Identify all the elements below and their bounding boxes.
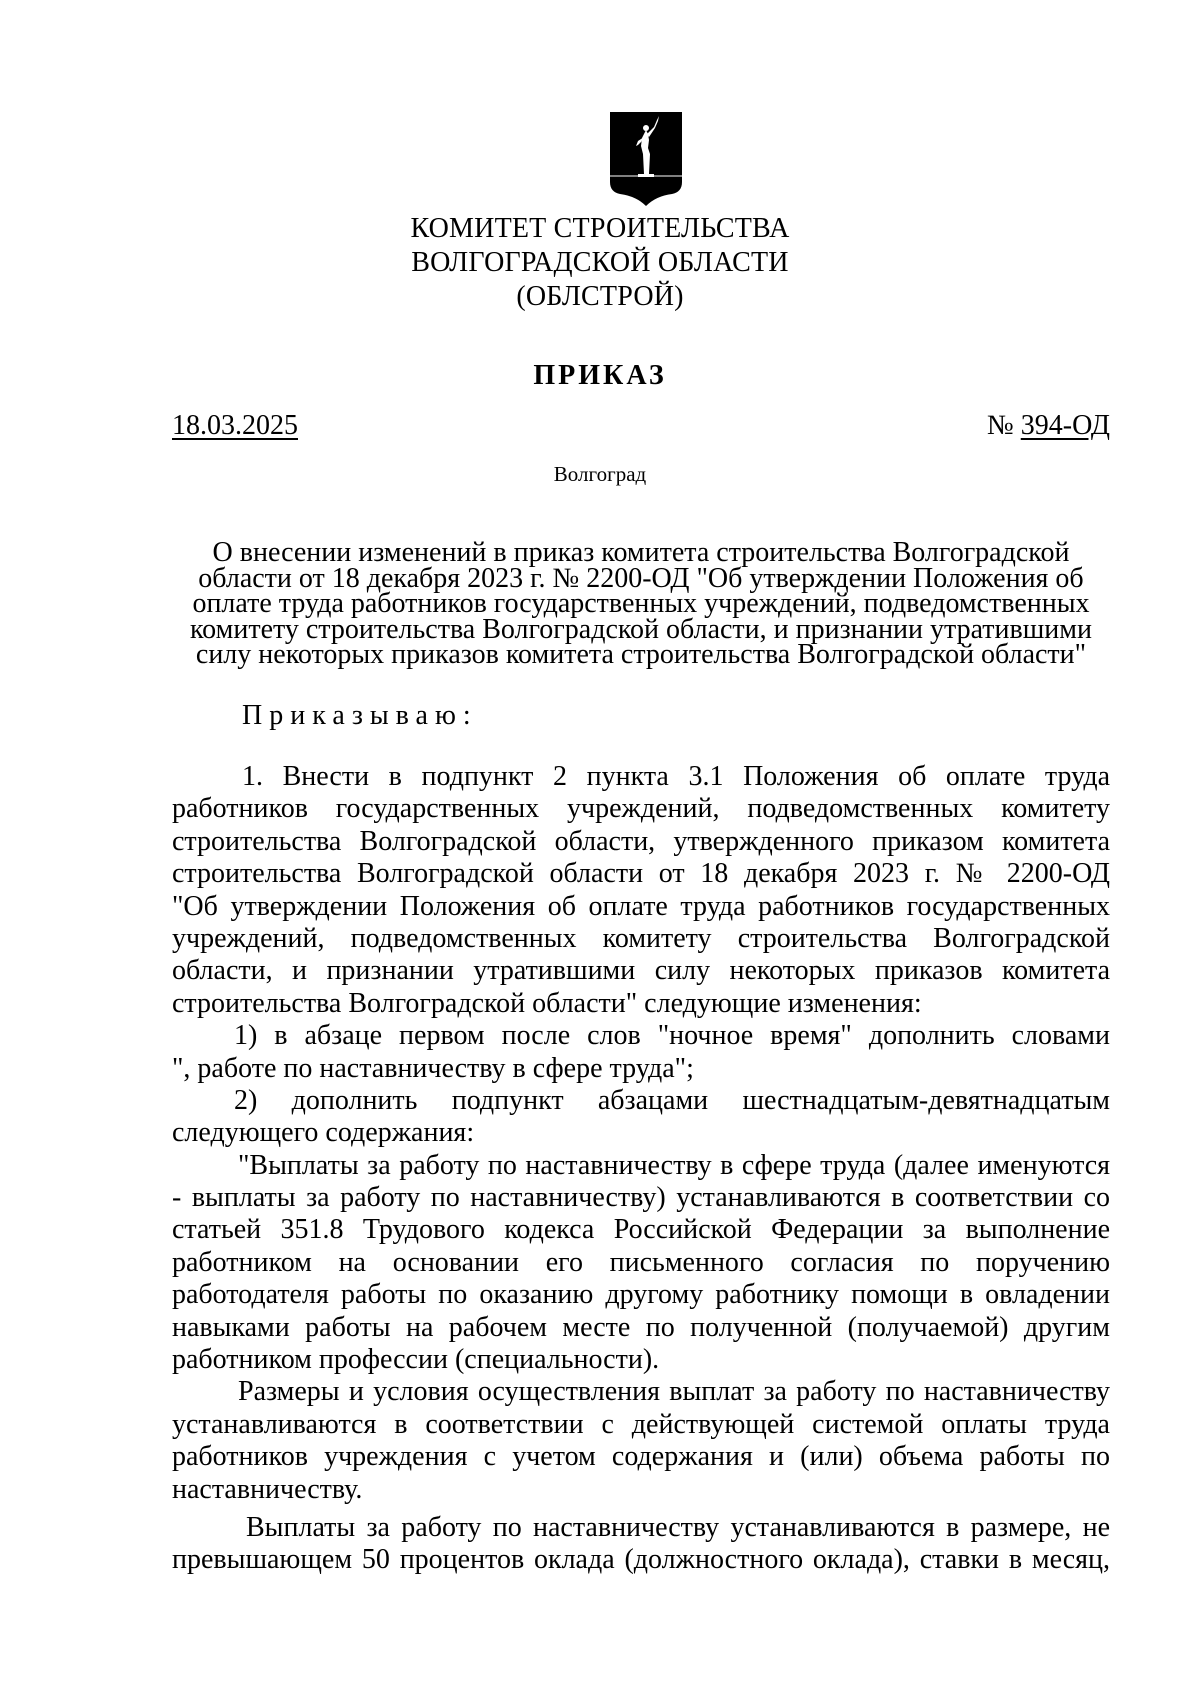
- body-line: Размеры и условия осуществления выплат за работу по наставничеству: [238, 1376, 1110, 1408]
- body-line: ", работе по наставничеству в сфере труда";: [172, 1052, 694, 1084]
- document-title: ПРИКАЗ: [533, 360, 667, 391]
- body-line: работником профессии (специальности).: [172, 1344, 660, 1376]
- order-number-value: 394-ОД: [1020, 410, 1110, 441]
- body-line: строительства Волгоградской области, утвержденного приказом комитета: [172, 825, 1110, 857]
- body-line: - выплаты за работу по наставничеству) устанавливаются в соответствии со: [172, 1182, 1110, 1214]
- volgograd-coat-of-arms-icon: [608, 110, 684, 208]
- body-line: работников учреждения с учетом содержания и (или) объема работы по: [172, 1441, 1110, 1473]
- organization-name-line: (ОБЛСТРОЙ): [516, 281, 684, 312]
- body-line: устанавливаются в соответствии с действующей системой оплаты труда: [172, 1408, 1110, 1440]
- body-line: 1) в абзаце первом после слов "ночное время" дополнить словами: [234, 1020, 1110, 1052]
- body-line: 2) дополнить подпункт абзацами шестнадцатым-девятнадцатым: [234, 1084, 1110, 1116]
- order-date: 18.03.2025: [172, 410, 298, 441]
- body-line: 1. Внести в подпункт 2 пункта 3.1 Положения об оплате труда: [242, 761, 1110, 792]
- body-line: "Об утверждении Положения об оплате труда работников государственных: [172, 890, 1110, 922]
- body-line: строительства Волгоградской области" следующие изменения:: [172, 987, 922, 1019]
- city-name: Волгоград: [553, 462, 647, 486]
- body-line: наставничеству.: [172, 1473, 363, 1505]
- order-number-prefix: №: [987, 410, 1014, 441]
- order-body: [172, 761, 1110, 1577]
- order-directive-word: Приказываю:: [242, 700, 478, 731]
- body-line: "Выплаты за работу по наставничеству в сфере труда (далее именуются: [238, 1149, 1110, 1181]
- body-line: работником на основании его письменного согласия по поручению: [172, 1246, 1110, 1278]
- body-line: области, и признании утратившими силу некоторых приказов комитета: [172, 955, 1110, 987]
- body-line: строительства Волгоградской области от 18 декабря 2023 г. № 2200-ОД: [172, 858, 1110, 890]
- subject-line: О внесении изменений в приказ комитета строительства Волгоградской: [212, 537, 1070, 568]
- subject-line: области от 18 декабря 2023 г. № 2200-ОД "Об утверждении Положения об: [198, 562, 1084, 594]
- body-line: работников государственных учреждений, подведомственных комитету: [172, 793, 1110, 825]
- body-line: учреждений, подведомственных комитету строительства Волгоградской: [172, 922, 1110, 954]
- body-line: работодателя работы по оказанию другому работнику помощи в овладении: [172, 1279, 1110, 1311]
- body-line: навыками работы на рабочем месте по полученной (получаемой) другим: [172, 1311, 1110, 1343]
- order-number: [987, 410, 1110, 442]
- body-line: превышающем 50 процентов оклада (должностного оклада), ставки в месяц,: [172, 1544, 1110, 1576]
- body-line: статьей 351.8 Трудового кодекса Российской Федерации за выполнение: [172, 1214, 1110, 1246]
- subject-line: комитету строительства Волгоградской области, и признании утратившими: [190, 613, 1092, 645]
- organization-name-line: ВОЛГОГРАДСКОЙ ОБЛАСТИ: [411, 247, 789, 278]
- organization-name: [0, 212, 1200, 314]
- organization-name-line: КОМИТЕТ СТРОИТЕЛЬСТВА: [410, 213, 790, 244]
- order-subject: [172, 537, 1110, 670]
- subject-line: силу некоторых приказов комитета строительства Волгоградской области": [195, 639, 1087, 670]
- subject-line: оплате труда работников государственных учреждений, подведомственных: [192, 588, 1090, 619]
- body-line: Выплаты за работу по наставничеству устанавливаются в размере, не: [246, 1511, 1110, 1543]
- body-line: следующего содержания:: [172, 1117, 475, 1149]
